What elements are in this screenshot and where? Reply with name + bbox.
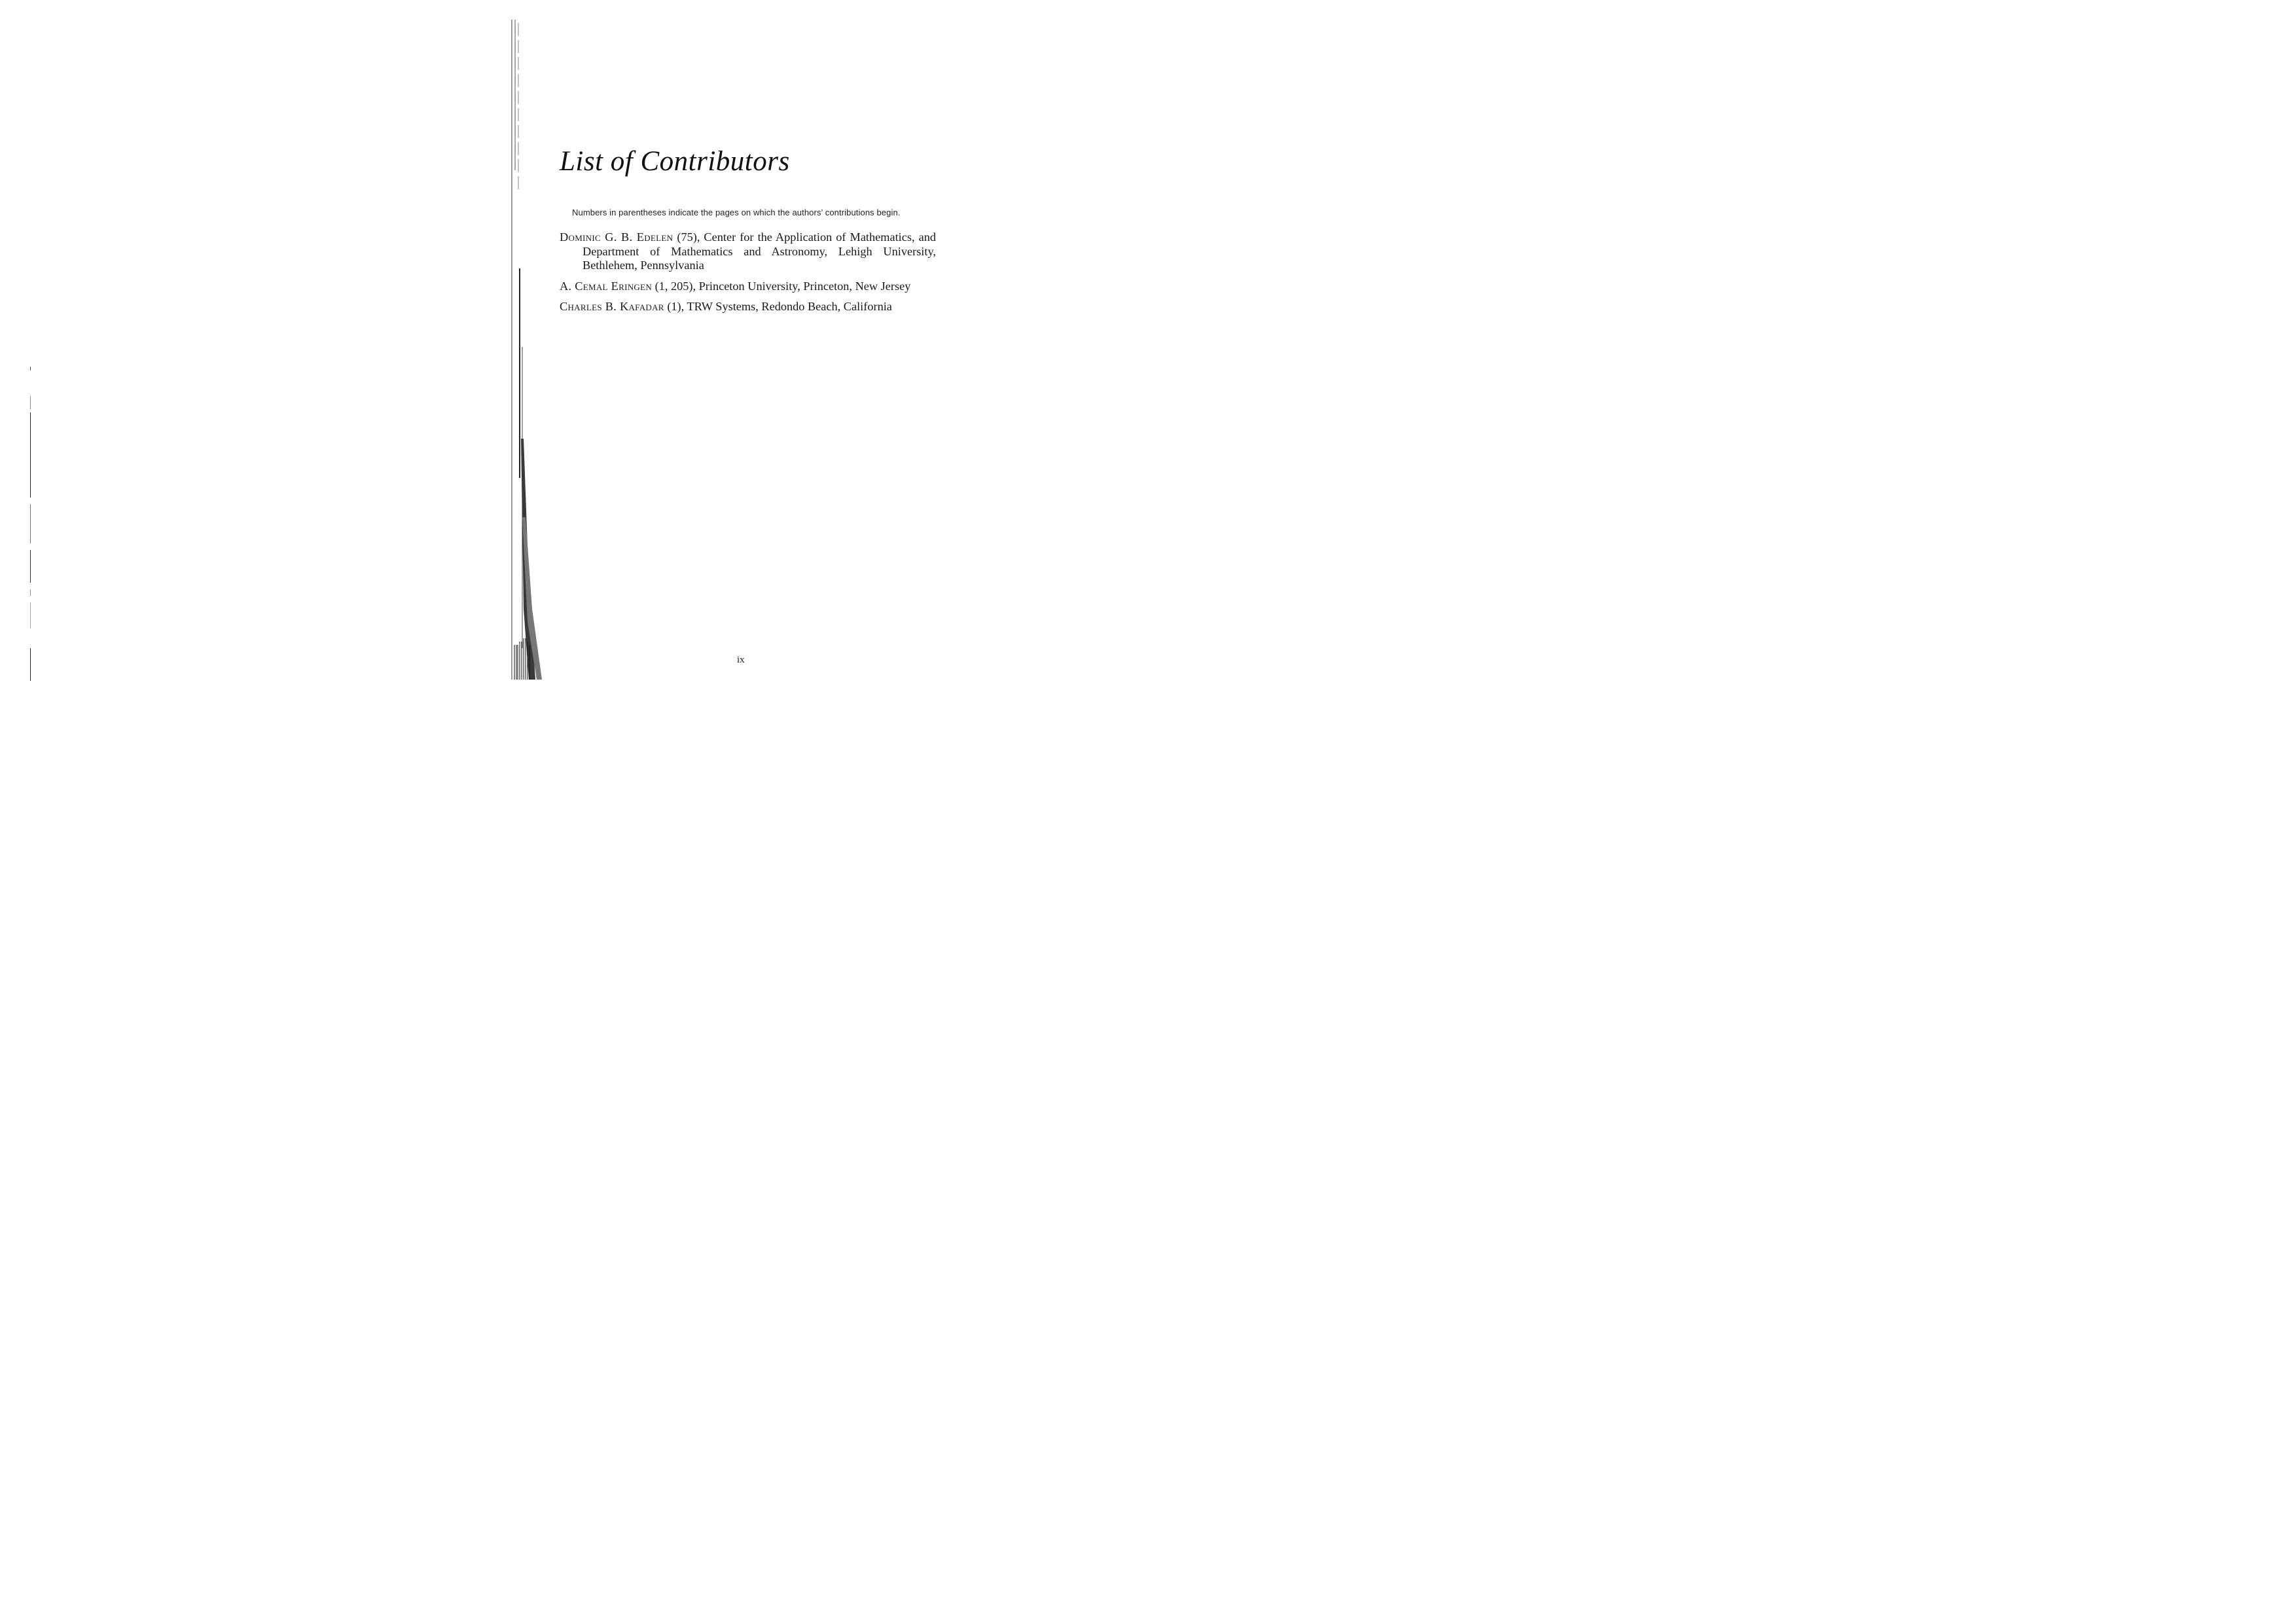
contributions-note: Numbers in parentheses indicate the pages on which the authors’ contributions begin. (572, 208, 901, 217)
page-number: ix (737, 655, 745, 665)
page-title: List of Contributors (560, 146, 790, 177)
left-page-scan-marks (26, 367, 39, 687)
book-gutter (509, 20, 548, 681)
contributor-details: (1), TRW Systems, Redondo Beach, California (664, 300, 892, 313)
contributor-name: Dominic G. B. Edelen (560, 230, 673, 244)
contributors-list (560, 230, 936, 321)
list-item (560, 300, 936, 314)
contributor-details: (1, 205), Princeton University, Princeton, New Jersey (652, 279, 911, 293)
list-item (560, 230, 936, 273)
list-item (560, 280, 936, 294)
contributor-name: Charles B. Kafadar (560, 300, 664, 313)
contributor-details: (75), Center for the Application of Mathematics, and Department of Mathematics and Astronomy, Lehigh University, Bethlehem, Pennsylvania (583, 230, 936, 272)
contributor-name: A. Cemal Eringen (560, 279, 653, 293)
